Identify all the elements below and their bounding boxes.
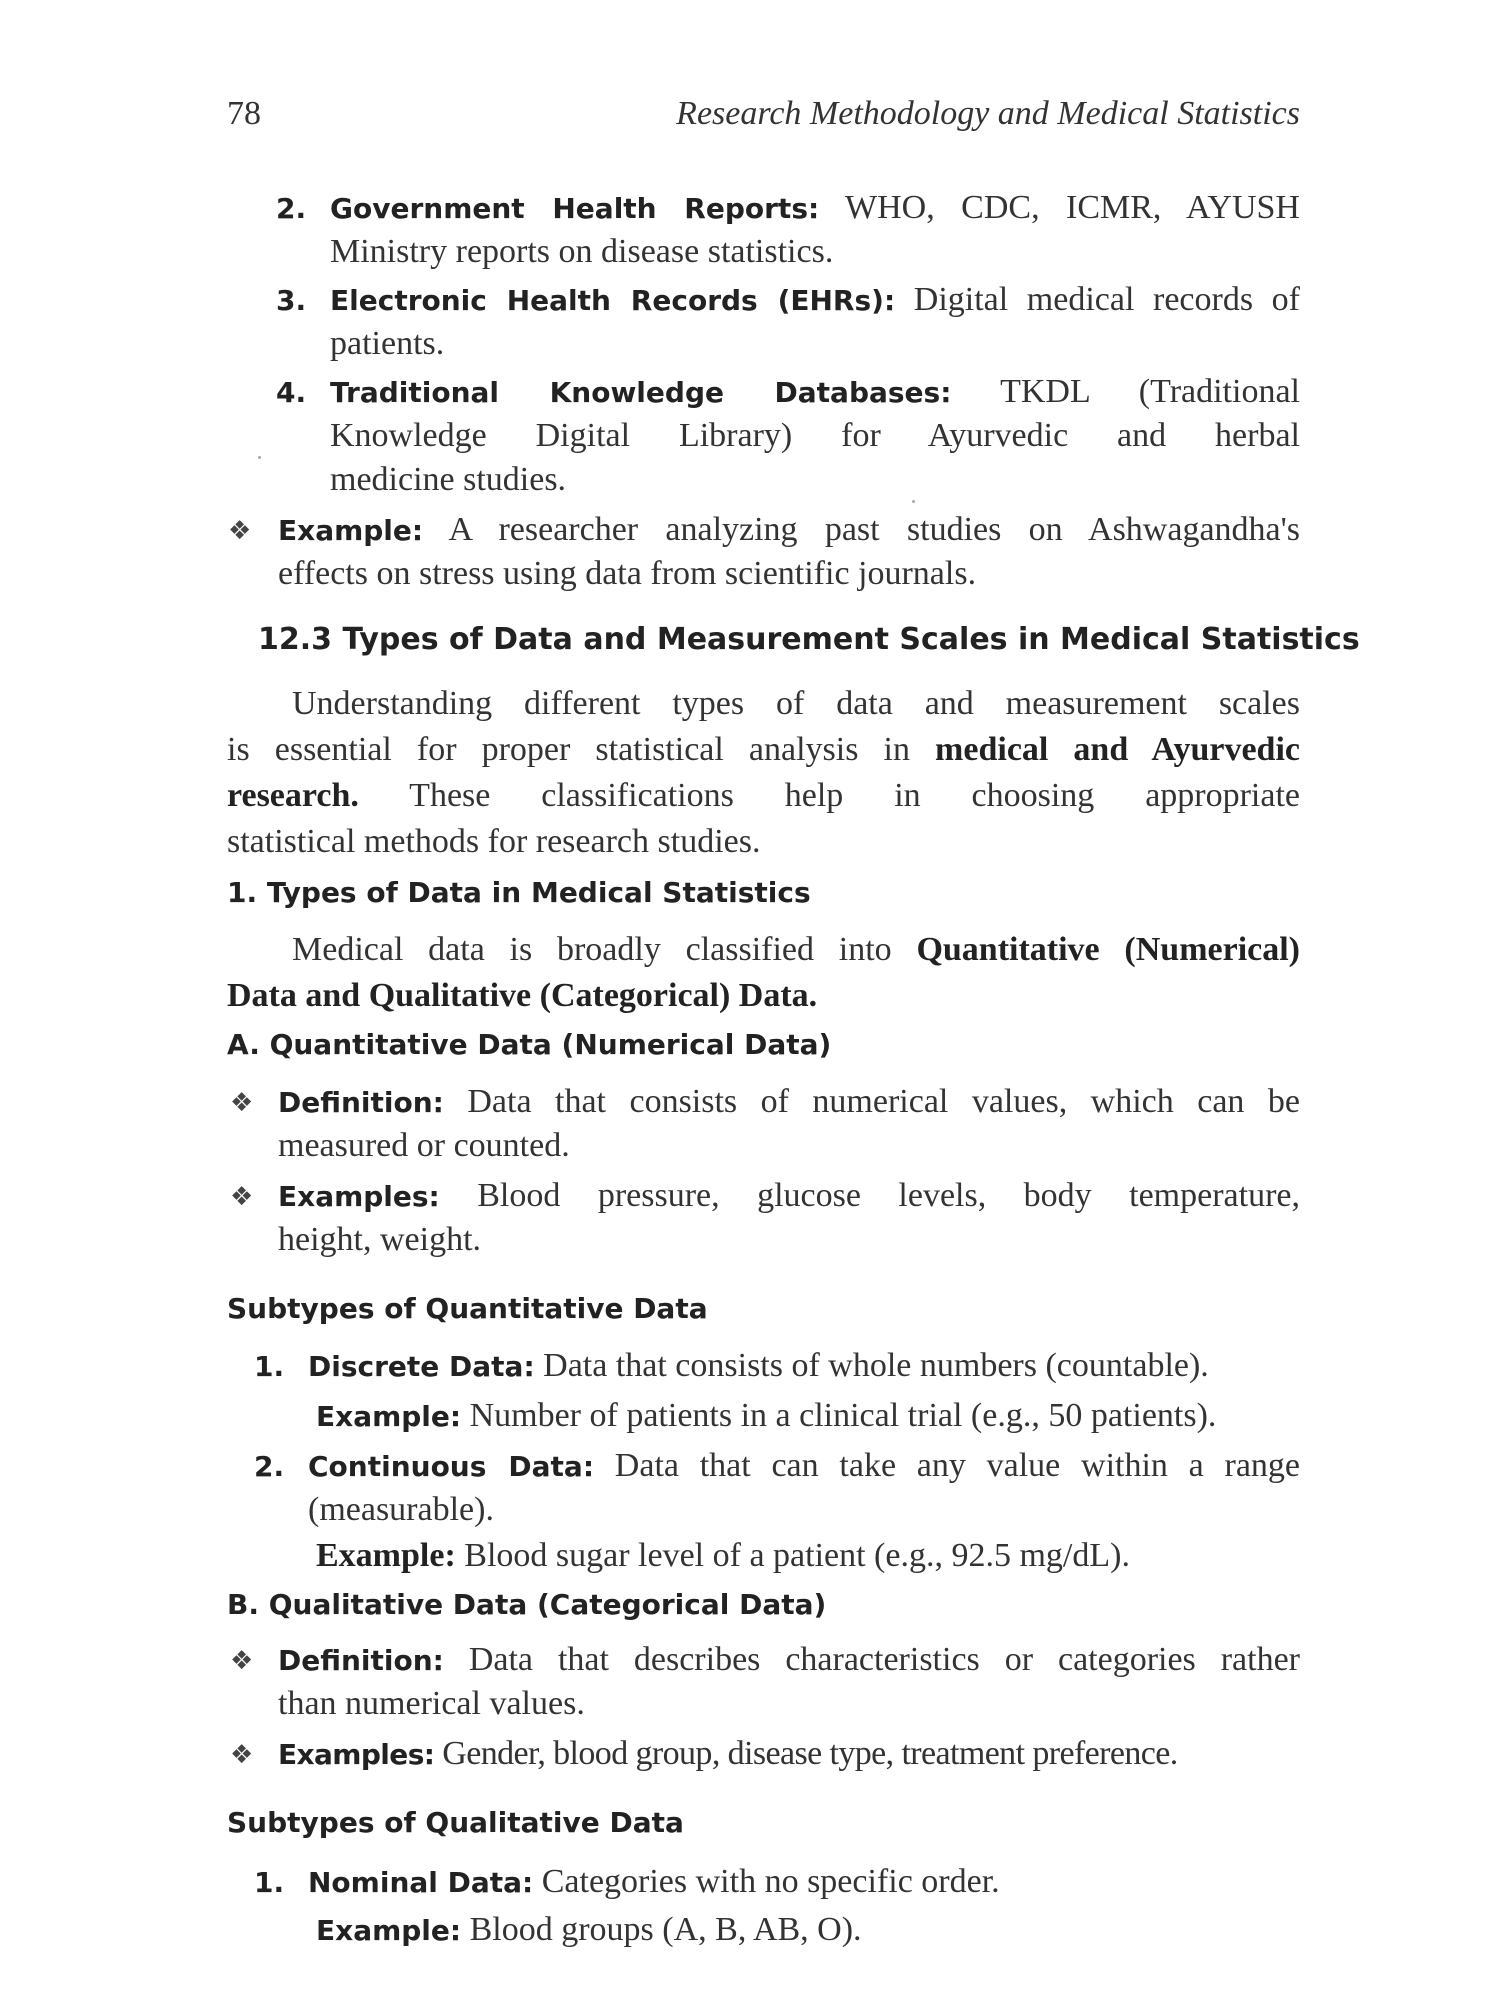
examples-line <box>278 1174 1300 1219</box>
list-item-line: Knowledge Digital Library) for Ayurvedic and herbal <box>330 417 1300 454</box>
definition-text: Data that describes characteristics or categories rather <box>468 1641 1301 1678</box>
running-head-title: Research Methodology and Medical Statistics <box>676 95 1300 132</box>
subtype-text: Data that consists of whole numbers (countable). <box>543 1347 1209 1384</box>
subtypes-heading: Subtypes of Quantitative Data <box>227 1292 708 1325</box>
list-item-line: patients. <box>330 325 445 362</box>
definition-text: Data that consists of numerical values, which can be <box>467 1083 1301 1120</box>
diamond-dots-bullet-icon: ❖ <box>230 1646 254 1676</box>
list-number: 4. <box>276 376 307 409</box>
paragraph-line: Understanding different types of data and measurement scales <box>292 685 1300 722</box>
list-item-line <box>330 278 1300 323</box>
section-heading: 12.3 Types of Data and Measurement Scales in Medical Statistics <box>258 622 1360 657</box>
subtype-example-line <box>316 1394 1300 1439</box>
examples-label: Examples: <box>278 1180 440 1213</box>
paragraph-line: Data and Qualitative (Categorical) Data. <box>227 977 818 1014</box>
example-line <box>278 508 1300 553</box>
definition-line: than numerical values. <box>278 1685 585 1722</box>
paragraph-bold-text: Quantitative (Numerical) <box>916 931 1301 968</box>
examples-line: height, weight. <box>278 1221 482 1258</box>
paragraph-line: statistical methods for research studies. <box>227 823 761 860</box>
list-item-text: WHO, CDC, ICMR, AYUSH <box>845 189 1300 226</box>
list-item-line <box>330 186 1300 231</box>
paragraph-bold-text: research. <box>227 777 359 814</box>
subtype-example-line <box>316 1908 1300 1953</box>
definition-label: Definition: <box>278 1644 444 1677</box>
subtype-line <box>308 1444 1300 1489</box>
list-number: 1. <box>254 1350 285 1383</box>
example-label: Example: <box>316 1914 462 1947</box>
examples-line <box>278 1732 1300 1777</box>
subtype-label: Discrete Data: <box>308 1350 535 1383</box>
page-number: 78 <box>227 95 261 132</box>
subtype-line <box>308 1860 1300 1905</box>
example-label: Example: <box>316 1400 462 1433</box>
definition-label: Definition: <box>278 1086 444 1119</box>
paragraph-text: These classifications help in choosing appropriate <box>409 777 1301 814</box>
list-number: 3. <box>276 284 307 317</box>
definition-line: measured or counted. <box>278 1127 570 1164</box>
diamond-dots-bullet-icon: ❖ <box>228 516 252 546</box>
list-number: 2. <box>276 192 307 225</box>
diamond-dots-bullet-icon: ❖ <box>230 1088 254 1118</box>
list-item-label: Traditional Knowledge Databases: <box>330 376 952 409</box>
example-text: Blood sugar level of a patient (e.g., 92.5 mg/dL). <box>464 1537 1130 1574</box>
paragraph-line <box>227 774 1300 818</box>
list-item-line: Ministry reports on disease statistics. <box>330 233 834 270</box>
list-item-text: TKDL (Traditional <box>1000 373 1300 410</box>
list-number: 1. <box>254 1866 285 1899</box>
subtype-line <box>308 1344 1300 1389</box>
paragraph-bold-text: medical and Ayurvedic <box>935 731 1301 768</box>
example-label: Example: <box>278 514 424 547</box>
subtype-label: Continuous Data: <box>308 1450 595 1483</box>
subtype-example-line <box>316 1534 1300 1578</box>
list-item-line <box>330 370 1300 415</box>
subtypes-heading: Subtypes of Qualitative Data <box>227 1806 684 1839</box>
examples-text: Blood pressure, glucose levels, body temperature, <box>477 1177 1300 1214</box>
example-line: effects on stress using data from scientific journals. <box>278 555 977 592</box>
list-number: 2. <box>254 1450 285 1483</box>
quantitative-heading: A. Quantitative Data (Numerical Data) <box>227 1028 832 1061</box>
scan-speck <box>912 500 915 503</box>
example-text: Number of patients in a clinical trial (e.g., 50 patients). <box>469 1397 1217 1434</box>
examples-label: Examples: <box>278 1738 435 1771</box>
paragraph-line <box>292 928 1300 972</box>
definition-line <box>278 1638 1300 1683</box>
diamond-dots-bullet-icon: ❖ <box>230 1740 254 1770</box>
list-item-line: medicine studies. <box>330 461 567 498</box>
examples-text: Gender, blood group, disease type, treatment preference. <box>442 1735 1178 1772</box>
diamond-dots-bullet-icon: ❖ <box>230 1182 254 1212</box>
example-label: Example: <box>316 1537 456 1574</box>
paragraph-text: is essential for proper statistical analysis in <box>227 731 910 768</box>
example-text: Blood groups (A, B, AB, O). <box>469 1911 862 1948</box>
subtype-text: Data that can take any value within a range <box>614 1447 1301 1484</box>
subtype-text: Categories with no specific order. <box>541 1863 1000 1900</box>
qualitative-heading: B. Qualitative Data (Categorical Data) <box>227 1588 827 1621</box>
paragraph-text: Medical data is broadly classified into <box>292 931 892 968</box>
list-item-label: Government Health Reports: <box>330 192 820 225</box>
list-item-label: Electronic Health Records (EHRs): <box>330 284 896 317</box>
list-item-text: Digital medical records of <box>913 281 1301 318</box>
subtype-line: (measurable). <box>308 1491 494 1528</box>
subtype-label: Nominal Data: <box>308 1866 534 1899</box>
example-text: A researcher analyzing past studies on Ashwagandha's <box>448 511 1300 548</box>
paragraph-line <box>227 728 1300 772</box>
definition-line <box>278 1080 1300 1125</box>
subsection-heading: 1. Types of Data in Medical Statistics <box>227 876 811 909</box>
scan-speck <box>258 456 261 459</box>
